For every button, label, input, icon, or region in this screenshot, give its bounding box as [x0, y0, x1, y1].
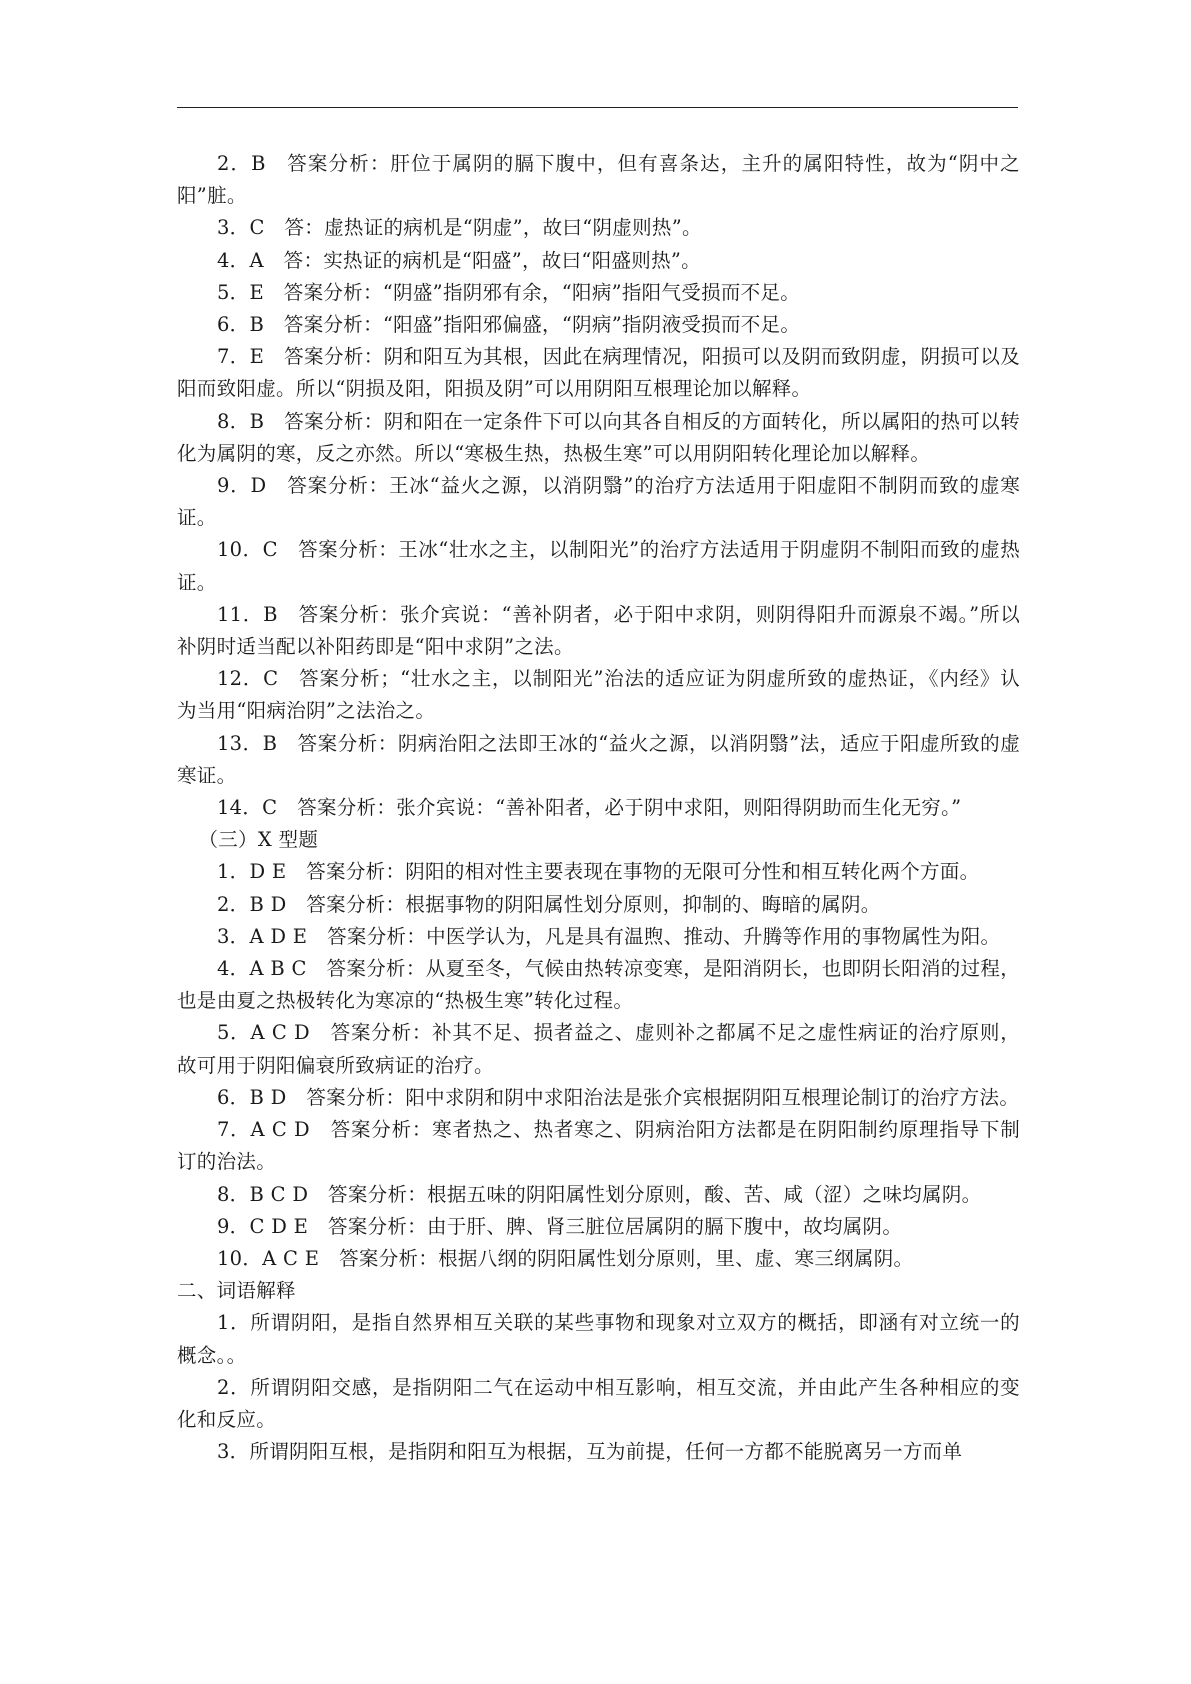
- x-answer-6: 6．B D 答案分析：阳中求阴和阴中求阳治法是张介宾根据阴阳互根理论制订的治疗方法。: [216, 1085, 1020, 1109]
- answer-9: 9．D 答案分析：王冰“益火之源，以消阴翳”的治疗方法适用于阳虚阳不制阴而致的虚寒证。: [177, 474, 1020, 530]
- answer-12: 12．C 答案分析；“壮水之主，以制阳光”治法的适应证为阴虚所致的虚热证，《内经》认为当用“阳病治阴”之法治之。: [177, 667, 1020, 723]
- answer-11: 11．B 答案分析：张介宾说：“善补阴者，必于阳中求阴，则阴得阳升而源泉不竭。”所以补阴时适当配以补阳药即是“阳中求阴”之法。: [177, 602, 1020, 659]
- answer-3: 3．C 答：虚热证的病机是“阴虚”，故曰“阴虚则热”。: [216, 216, 702, 240]
- answer-13: 13．B 答案分析：阴病治阳之法即王冰的“益火之源，以消阴翳”法，适应于阳虚所致的虚寒证。: [177, 731, 1020, 787]
- x-answer-4: 4．A B C 答案分析：从夏至冬，气候由热转凉变寒，是阳消阴长，也即阴长阳消的过程，也是由夏之热极转化为寒凉的“热极生寒”转化过程。: [177, 957, 1020, 1013]
- header-rule: [177, 107, 1018, 108]
- answer-4: 4．A 答：实热证的病机是“阳盛”，故曰“阳盛则热”。: [216, 248, 701, 272]
- answer-6: 6．B 答案分析：“阳盛”指阳邪偏盛，“阴病”指阴液受损而不足。: [216, 313, 801, 337]
- x-answer-10: 10．A C E 答案分析：根据八纲的阴阳属性划分原则，里、虚、寒三纲属阴。: [216, 1246, 914, 1270]
- answer-2: 2．B 答案分析：肝位于属阴的膈下腹中，但有喜条达，主升的属阳特性，故为“阴中之阳”脏。: [177, 152, 1020, 208]
- answer-8: 8．B 答案分析：阴和阳在一定条件下可以向其各自相反的方面转化，所以属阳的热可以转化为属阴的寒，反之亦然。所以“寒极生热，热极生寒”可以用阴阳转化理论加以解释。: [177, 409, 1020, 465]
- term-3: 3．所谓阴阳互根，是指阴和阳互为根据，互为前提，任何一方都不能脱离另一方而单: [216, 1440, 963, 1464]
- section-heading-terms: 二、词语解释: [177, 1279, 296, 1303]
- x-answer-3: 3．A D E 答案分析：中医学认为，凡是具有温煦、推动、升腾等作用的事物属性为阳。: [216, 924, 1001, 948]
- section-heading-x-type: （三）X 型题: [198, 828, 319, 852]
- answer-7: 7．E 答案分析：阴和阳互为其根，因此在病理情况，阳损可以及阴而致阴虚，阴损可以及阳而致阳虚。所以“阴损及阳，阳损及阴”可以用阴阳互根理论加以解释。: [177, 345, 1020, 401]
- x-answer-7: 7．A C D 答案分析：寒者热之、热者寒之、阴病治阳方法都是在阴阳制约原理指导下制订的治法。: [177, 1118, 1020, 1174]
- x-answer-8: 8．B C D 答案分析：根据五味的阴阳属性划分原则，酸、苦、咸（涩）之味均属阴。: [216, 1182, 982, 1206]
- x-answer-5: 5．A C D 答案分析：补其不足、损者益之、虚则补之都属不足之虚性病证的治疗原则，故可用于阴阳偏衰所致病证的治疗。: [177, 1021, 1020, 1077]
- x-answer-2: 2．B D 答案分析：根据事物的阴阳属性划分原则，抑制的、晦暗的属阴。: [216, 892, 881, 916]
- term-2: 2．所谓阴阳交感，是指阴阳二气在运动中相互影响，相互交流，并由此产生各种相应的变化和反应。: [177, 1375, 1020, 1431]
- x-answer-9: 9．C D E 答案分析：由于肝、脾、肾三脏位居属阴的膈下腹中，故均属阴。: [216, 1214, 903, 1238]
- x-answer-1: 1．D E 答案分析：阴阳的相对性主要表现在事物的无限可分性和相互转化两个方面。: [216, 860, 980, 884]
- document-body: [177, 148, 1020, 1468]
- answer-10: 10．C 答案分析：王冰“壮水之主，以制阳光”的治疗方法适用于阴虚阴不制阳而致的虚热证。: [177, 538, 1020, 594]
- answer-14: 14．C 答案分析：张介宾说：“善补阳者，必于阴中求阳，则阳得阴助而生化无穷。”: [216, 796, 962, 820]
- term-1: 1．所谓阴阳，是指自然界相互关联的某些事物和现象对立双方的概括，即涵有对立统一的概念。。: [177, 1311, 1020, 1367]
- answer-5: 5．E 答案分析：“阴盛”指阴邪有余，“阳病”指阳气受损而不足。: [216, 280, 801, 304]
